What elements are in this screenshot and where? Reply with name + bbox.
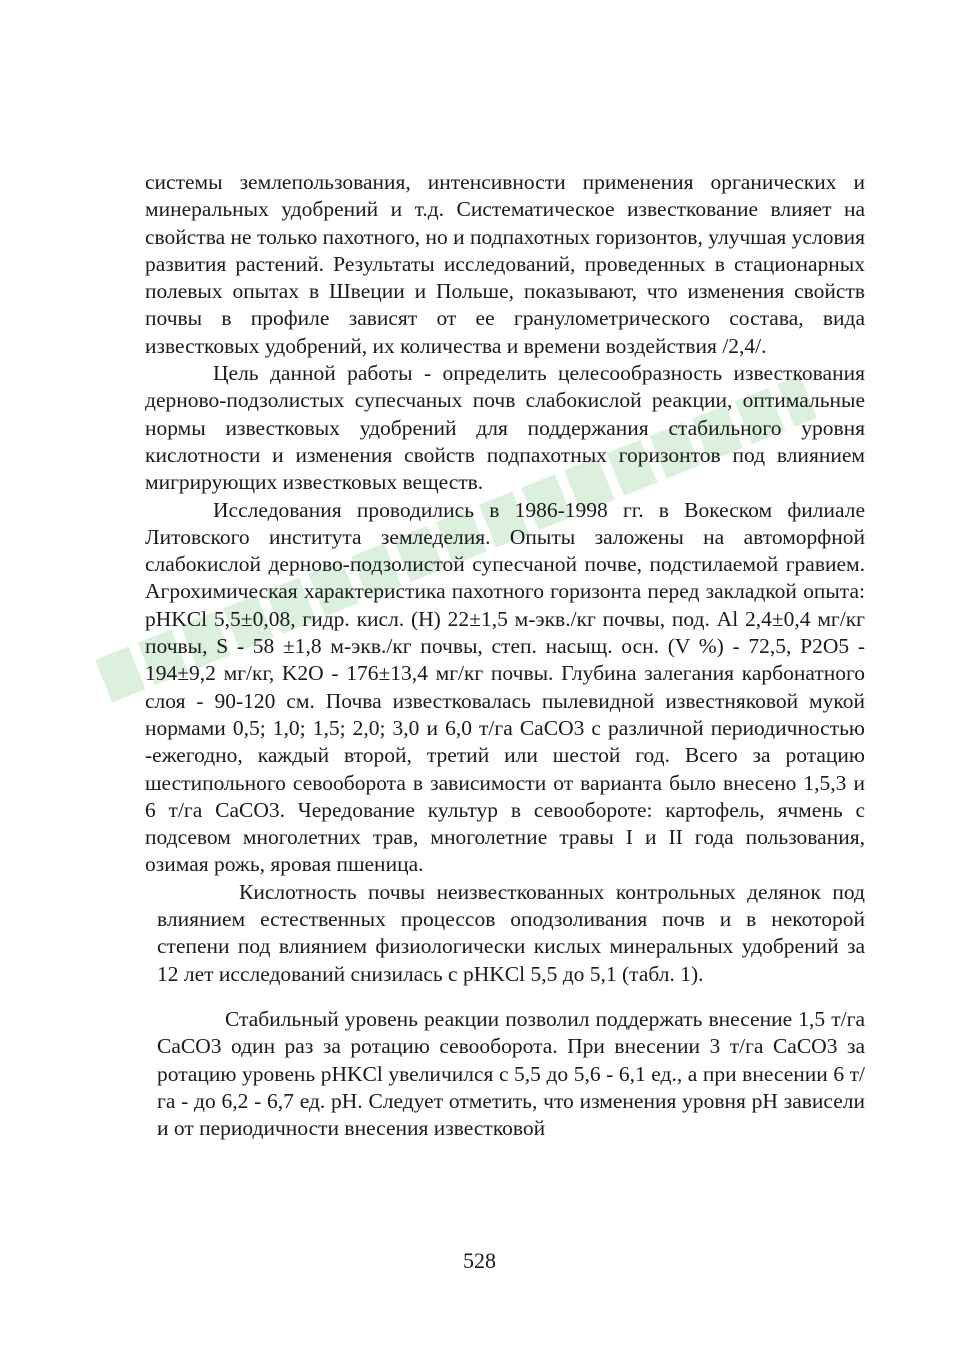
paragraph-5: Стабильный уровень реакции позволил поддержать внесение 1,5 т/га CaCO3 один раз за ротацию севооборота. При внесении 3 т/га CaCO3 за ротацию уровень pHKCl увеличился с 5,5 до 5,6 - 6,1 ед., а при внесении 6 т/га - до 6,2 - 6,7 ед. pH. Следует отметить, что изменения уровня pH зависели и от периодичности внесения известковой — [157, 1006, 865, 1141]
paragraph-3: Исследования проводились в 1986-1998 гг. в Вокеском филиале Литовского института земледелия. Опыты заложены на автоморфной слабокислой дерново-подзолистой супесчаной почве, подстилаемой гравием. Агрохимическая характеристика пахотного горизонта перед закладкой опыта: pHKCl 5,5±0,08, гидр. кисл. (H) 22±1,5 м-экв./кг почвы, под. Al 2,4±0,4 мг/кг почвы, S - 58 ±1,8 м-экв./кг почвы, степ. насыщ. осн. (V %) - 72,5, P2O5 - 194±9,2 мг/кг, K2O - 176±13,4 мг/кг почвы. Глубина залегания карбонатного слоя - 90-120 см. Почва известковалась пылевидной известняковой мукой нормами 0,5; 1,0; 1,5; 2,0; 3,0 и 6,0 т/га CaCO3 с различной периодичностью -ежегодно, каждый второй, третий или шестой год. Всего за ротацию шестипольного севооборота в зависимости от варианта было внесено 1,5,3 и 6 т/га CaCO3. Чередование культур в севообороте: картофель, ячмень с подсевом многолетних трав, многолетние травы I и II года пользования, озимая рожь, яровая пшеница. — [145, 497, 865, 877]
paragraph-4: Кислотность почвы неизвесткованных контрольных делянок под влиянием естественных процессов оподзоливания почв и в некоторой степени под влиянием физиологически кислых минеральных удобрений за 12 лет исследований снизилась с pHKCl 5,5 до 5,1 (табл. 1). — [157, 879, 865, 986]
body-text — [145, 169, 865, 1142]
paragraph-2: Цель данной работы - определить целесообразность известкования дерново-подзолистых супесчаных почв слабокислой реакции, оптимальные нормы известковых удобрений для поддержания стабильного уровня кислотности и изменения свойств подпахотных горизонтов под влиянием мигрирующих известковых веществ. — [145, 361, 865, 495]
page-number: 528 — [463, 1248, 496, 1273]
paragraph-1: системы землепользования, интенсивности применения органических и минеральных удобрений и т.д. Систематическое известкование влияет на свойства не только пахотного, но и подпахотных горизонтов, улучшая условия развития растений. Результаты исследований, проведенных в стационарных полевых опытах в Швеции и Польше, показывают, что изменения свойств почвы в профиле зависят от ее гранулометрического состава, вида известковых удобрений, их количества и времени воздействия /2,4/. — [145, 170, 865, 358]
